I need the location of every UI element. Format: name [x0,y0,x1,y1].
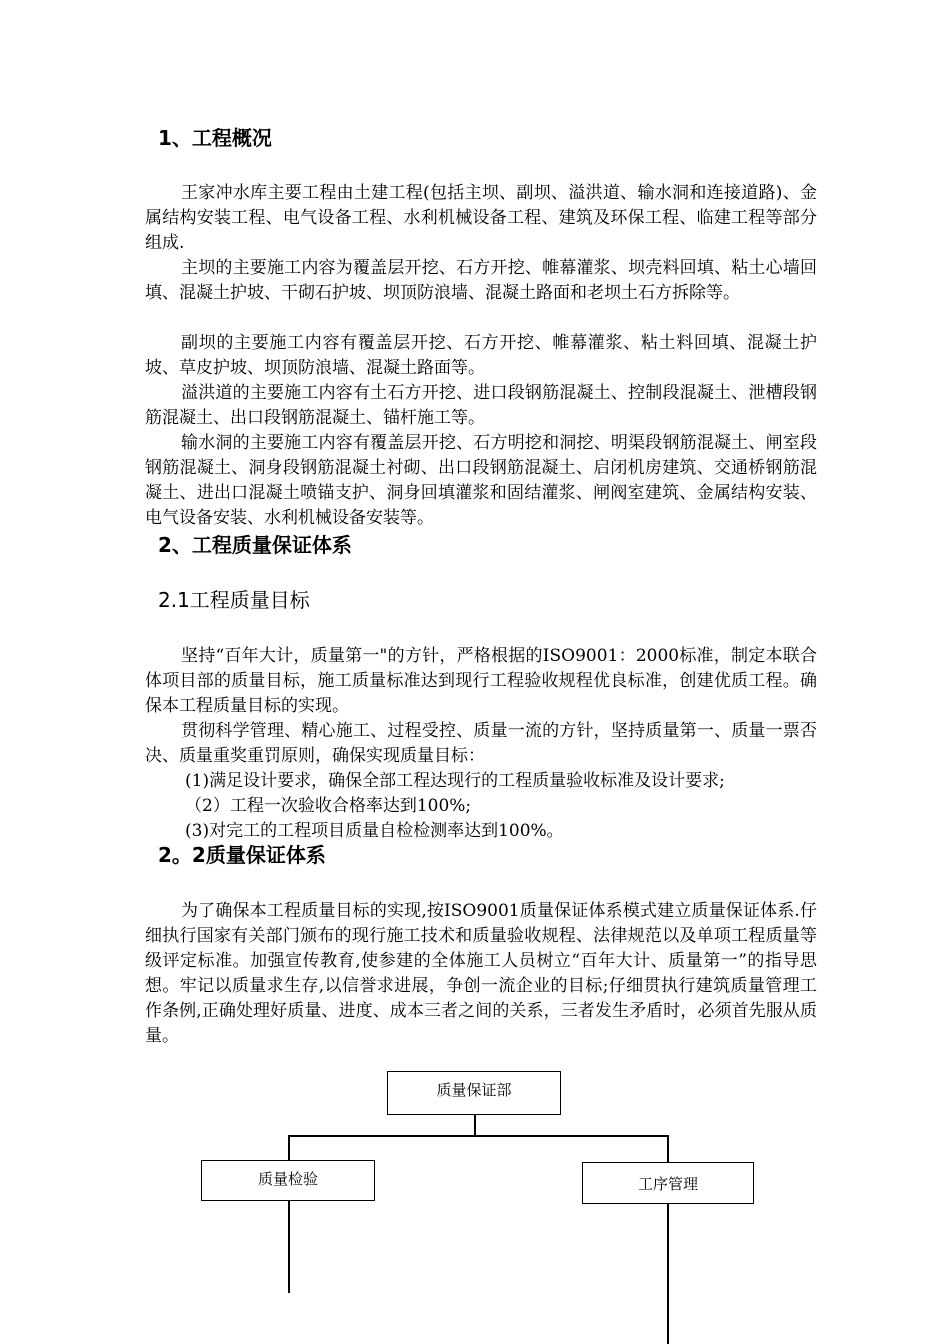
section-1-paragraph-4: 溢洪道的主要施工内容有土石方开挖、进口段钢筋混凝土、控制段混凝土、泄槽段钢筋混凝土、出口段钢筋混凝土、锚杆施工等。 [145,383,817,428]
quality-goal-item-1: (1)满足设计要求，确保全部工程达现行的工程质量验收标准及设计要求; [185,771,725,791]
section-1-paragraph-2: 主坝的主要施工内容为覆盖层开挖、石方开挖、帷幕灌浆、坝壳料回填、粘土心墙回填、混凝土护坡、干砌石护坡、坝顶防浪墙、混凝土路面和老坝土石方拆除等。 [145,258,817,303]
connector-line [288,1135,668,1137]
section-2-1-paragraph-1: 坚持“百年大计，质量第一"的方针，严格根据的ISO9001：2000标准，制定本联合体项目部的质量目标，施工质量标准达到现行工程验收规程优良标准，创建优质工程。确保本工程质量目标的实现。 [145,646,817,716]
section-2-1-paragraph-2: 贯彻科学管理、精心施工、过程受控、质量一流的方针，坚持质量第一、质量一票否决、质量重奖重罚原则，确保实现质量目标： [145,721,817,766]
section-1-paragraph-5: 输水洞的主要施工内容有覆盖层开挖、石方明挖和洞挖、明渠段钢筋混凝土、闸室段钢筋混凝土、洞身段钢筋混凝土衬砌、出口段钢筋混凝土、启闭机房建筑、交通桥钢筋混凝土、进出口混凝土喷锚支护、洞身回填灌浆和固结灌浆、闸阀室建筑、金属结构安装、电气设备安装、水利机械设备安装等。 [145,433,817,528]
org-box-quality-inspection: 质量检验 [201,1160,375,1201]
section-1-heading: 1、工程概况 [158,126,272,150]
section-2-1-heading: 2.1工程质量目标 [158,588,310,612]
section-2-heading: 2、工程质量保证体系 [158,533,352,557]
org-box-quality-assurance-dept: 质量保证部 [387,1071,561,1115]
connector-line [667,1135,669,1163]
section-2-2-paragraph: 为了确保本工程质量目标的实现,按ISO9001质量保证体系模式建立质量保证体系.仔细执行国家有关部门颁布的现行施工技术和质量验收规程、法律规范以及单项工程质量等级评定标准。加强宣传教育,使参建的全体施工人员树立“百年大计、质量第一”的指导思想。牢记以质量求生存,以信誉求进展，争创一流企业的目标;仔细贯执行建筑质量管理工作条例,正确处理好质量、进度、成本三者之间的关系，三者发生矛盾时，必须首先服从质量。 [145,901,817,1046]
connector-line [288,1201,290,1293]
connector-line [667,1204,669,1344]
quality-goal-item-2: （2）工程一次验收合格率达到100%; [185,796,472,816]
section-1-paragraph-3: 副坝的主要施工内容有覆盖层开挖、石方开挖、帷幕灌浆、粘土料回填、混凝土护坡、草皮护坡、坝顶防浪墙、混凝土路面等。 [145,333,817,378]
section-2-2-heading: 2。2质量保证体系 [158,843,326,867]
org-box-process-management: 工序管理 [582,1162,754,1204]
connector-line [474,1115,476,1136]
quality-goal-item-3: (3)对完工的工程项目质量自检检测率达到100%。 [185,821,564,841]
section-1-paragraph-1: 王家冲水库主要工程由土建工程(包括主坝、副坝、溢洪道、输水洞和连接道路)、金属结构安装工程、电气设备工程、水利机械设备工程、建筑及环保工程、临建工程等部分组成. [145,183,817,253]
connector-line [288,1135,290,1161]
